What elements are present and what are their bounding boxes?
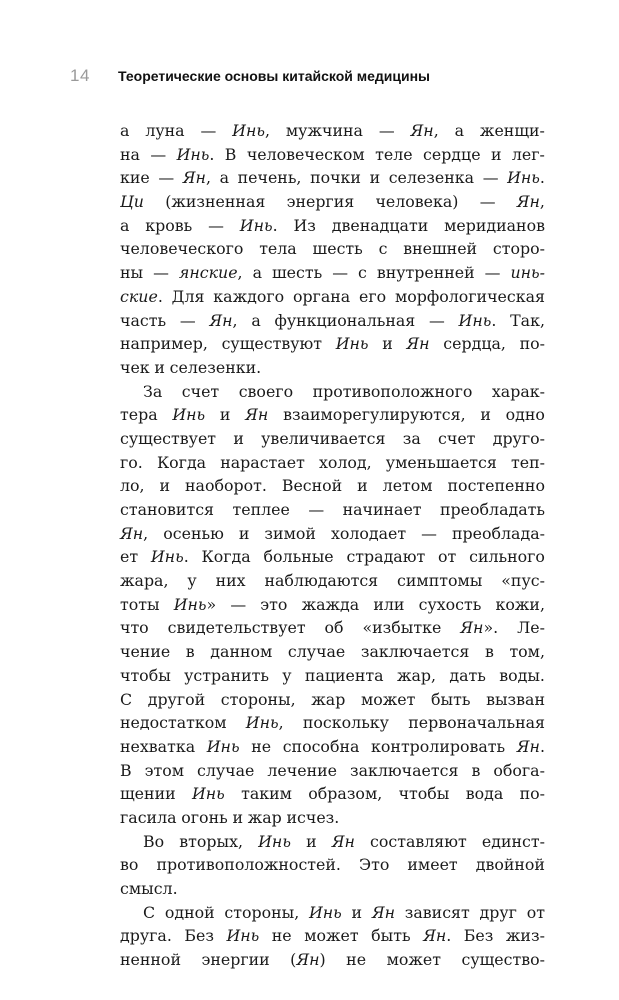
running-title: Теоретические основы китайской медицины	[118, 68, 431, 84]
word: за	[402, 428, 421, 448]
word: преоблада-	[452, 523, 545, 543]
word: первоначальная	[408, 713, 545, 733]
word: у	[187, 571, 197, 591]
word: быть	[371, 926, 411, 946]
word: Так,	[510, 310, 545, 330]
word: и	[306, 831, 317, 851]
word: кие	[120, 168, 150, 188]
word: может	[304, 926, 359, 946]
word: селезенка	[388, 168, 475, 188]
word: меридианов	[444, 215, 545, 235]
word: это	[260, 594, 288, 614]
word: инь-	[510, 263, 545, 283]
text-line	[120, 427, 545, 451]
word: шесть	[271, 263, 323, 283]
word: —	[150, 144, 167, 164]
word: часть	[120, 310, 167, 330]
word: сухость	[418, 594, 482, 614]
text-line	[120, 948, 545, 972]
word: Когда	[156, 452, 207, 472]
word: теплее	[232, 500, 290, 519]
text-line	[120, 830, 545, 854]
text-line	[120, 522, 545, 546]
word: счет	[181, 381, 220, 401]
word: Инь	[172, 405, 206, 425]
word: и	[233, 428, 244, 448]
word: Ян	[371, 902, 395, 922]
word: зимой	[264, 523, 316, 543]
word: человека)	[375, 192, 459, 212]
word: с	[357, 263, 367, 283]
word: своего	[238, 381, 294, 401]
word: недостатком	[120, 713, 227, 733]
text-line	[120, 640, 545, 664]
word: «пус-	[501, 571, 545, 591]
word: теп-	[510, 452, 545, 472]
word: воды.	[499, 665, 545, 685]
word: ненной	[120, 950, 181, 970]
word: обога-	[493, 760, 545, 780]
word: луна	[145, 121, 185, 140]
word: одно	[505, 405, 545, 425]
word: Ян	[406, 334, 430, 354]
word: по-	[519, 334, 545, 354]
word: начинает	[342, 500, 422, 519]
word: Ян	[331, 831, 355, 851]
word: —	[200, 121, 217, 140]
word: не	[346, 950, 367, 970]
word: Инь	[335, 334, 369, 354]
word: Из	[293, 215, 316, 235]
word: Инь	[226, 926, 260, 946]
word: а	[120, 215, 130, 235]
word: жар	[311, 689, 346, 709]
word: и	[490, 144, 502, 164]
word: ны	[120, 263, 144, 283]
word: —	[421, 523, 437, 543]
text-line	[120, 593, 545, 617]
word: Инь	[258, 831, 291, 851]
word: (Ян)	[290, 950, 326, 970]
word: органа	[292, 286, 351, 306]
word: зависят	[404, 902, 470, 922]
text-line	[120, 474, 545, 498]
word: Инь.	[150, 547, 189, 567]
word: пациента	[304, 665, 384, 685]
word: том,	[509, 642, 545, 662]
word: ло,	[120, 476, 145, 496]
word: С	[120, 689, 133, 709]
word: контролировать	[371, 736, 506, 756]
word: Ян,	[182, 168, 211, 188]
text-line	[120, 664, 545, 688]
word: Инь.	[239, 215, 278, 235]
word: —	[153, 263, 169, 283]
word: и	[382, 334, 393, 354]
word: об	[324, 618, 344, 638]
word: увеличивается	[261, 428, 386, 448]
word: другой	[147, 689, 206, 709]
word: каждого	[213, 286, 285, 306]
word: Ян	[245, 405, 269, 425]
word: холод,	[318, 452, 372, 472]
body-text	[120, 119, 545, 972]
word: лег-	[511, 144, 545, 164]
text-line	[120, 285, 545, 309]
word: вода	[465, 784, 504, 804]
word: существо-	[461, 950, 545, 970]
word: Ян,	[516, 192, 545, 212]
word: гасила	[120, 807, 177, 827]
text-line	[120, 924, 545, 948]
text-line	[120, 119, 545, 143]
word: янские,	[178, 263, 243, 283]
page-number: 14	[70, 66, 90, 85]
word: противоположностей.	[156, 855, 341, 875]
word: наоборот.	[185, 476, 267, 496]
word: тела	[259, 239, 297, 259]
word: В	[120, 760, 132, 780]
word: Инь»	[173, 594, 217, 614]
word: —	[208, 215, 224, 235]
word: нехватка	[120, 736, 196, 756]
word: а	[219, 168, 230, 188]
word: друга.	[120, 926, 172, 946]
word: становится	[120, 500, 215, 519]
word: в	[484, 642, 494, 662]
word: Это	[359, 855, 390, 875]
word: чтобы	[398, 784, 450, 804]
word: и	[219, 405, 231, 425]
word: морфологическая	[394, 286, 545, 306]
text-line	[120, 403, 545, 427]
text-line	[120, 569, 545, 593]
word: таким	[241, 784, 292, 804]
word: Для	[171, 286, 205, 306]
word: а	[454, 121, 465, 140]
word: шесть	[312, 239, 363, 259]
word: этом	[144, 760, 184, 780]
word: —	[308, 500, 325, 519]
word: Во	[143, 831, 165, 851]
word: заключается	[360, 642, 470, 662]
word: Ян,	[120, 523, 149, 543]
word: —	[179, 310, 196, 330]
text-line	[120, 237, 545, 261]
word: сторо-	[492, 239, 545, 259]
word: и	[357, 476, 368, 496]
word: дать	[449, 665, 486, 685]
text-line	[120, 498, 545, 522]
word: холодает	[330, 523, 407, 543]
word: и	[154, 357, 165, 377]
word: —	[158, 168, 175, 188]
word: и	[369, 168, 381, 188]
word: одной	[164, 902, 215, 922]
word: стороны,	[224, 902, 300, 922]
text-line	[120, 190, 545, 214]
word: а	[252, 263, 262, 283]
word: Весной	[281, 476, 343, 496]
text-line	[120, 735, 545, 759]
word: имеет	[407, 855, 458, 875]
word: жар,	[396, 665, 437, 685]
word: данном	[210, 642, 273, 662]
word: на	[120, 144, 140, 164]
word: человеческом	[246, 144, 365, 164]
word: может	[386, 950, 441, 970]
text-line	[120, 356, 545, 380]
word: —	[429, 310, 445, 330]
word: его	[359, 286, 387, 306]
word: жиз-	[505, 926, 545, 946]
word: Ян,	[410, 121, 439, 140]
word: противоположного	[312, 381, 473, 401]
word: уменьшается	[385, 452, 497, 472]
word: —	[332, 263, 348, 283]
word: может	[360, 689, 416, 709]
word: поскольку	[302, 713, 389, 733]
word: заключается	[349, 760, 459, 780]
word: чтобы	[120, 665, 171, 685]
word: Инь	[309, 902, 342, 922]
word: жара,	[120, 571, 169, 591]
word: и	[159, 476, 171, 496]
word: ет	[120, 547, 139, 567]
word: сердца,	[443, 334, 506, 354]
word: чение	[120, 642, 171, 662]
word: нарастает	[220, 452, 305, 472]
word: Ле-	[517, 618, 545, 638]
word: единст-	[481, 831, 545, 851]
word: постепенно	[447, 476, 545, 496]
word: и	[232, 807, 243, 827]
word: почки	[310, 168, 361, 188]
word: кровь	[145, 215, 193, 235]
word: Ян».	[460, 618, 499, 638]
word: от	[438, 547, 457, 567]
word: жажда	[301, 594, 360, 614]
word: в	[185, 642, 195, 662]
word: —	[230, 594, 247, 614]
word: ские.	[120, 286, 163, 306]
word: За	[143, 381, 163, 401]
word: селезенки.	[169, 357, 262, 377]
word: устранить	[184, 665, 269, 685]
word: вызван	[486, 689, 545, 709]
word: исчез.	[286, 807, 340, 827]
paragraph	[120, 830, 545, 901]
word: Инь,	[232, 121, 270, 140]
running-header	[70, 63, 550, 89]
word: —	[482, 168, 499, 188]
word: Ян,	[209, 310, 238, 330]
word: взаиморегулируются,	[283, 405, 466, 425]
word: преобладать	[440, 500, 545, 519]
word: Инь.	[458, 310, 497, 330]
word: го.	[120, 452, 143, 472]
text-line	[120, 309, 545, 333]
word: что	[120, 618, 149, 638]
word: не	[251, 736, 272, 756]
paragraph	[120, 119, 545, 380]
word: жар	[247, 807, 282, 827]
word: —	[378, 121, 395, 140]
word: В	[224, 144, 237, 164]
word: существует	[120, 428, 217, 448]
word: способна	[282, 736, 360, 756]
text-line	[120, 782, 545, 806]
word: внутренней	[376, 263, 475, 283]
paragraph	[120, 380, 545, 830]
paragraph	[120, 901, 545, 972]
word: друго-	[492, 428, 545, 448]
text-line	[120, 853, 545, 877]
word: Инь.	[507, 168, 545, 188]
word: внешней	[403, 239, 478, 259]
text-line	[120, 688, 545, 712]
text-line	[120, 806, 545, 830]
word: симптомы	[397, 571, 483, 591]
word: женщи-	[479, 121, 545, 140]
word: щении	[120, 784, 176, 804]
word: или	[373, 594, 405, 614]
word: тоты	[120, 594, 160, 614]
word: Ян.	[516, 736, 545, 756]
word: Когда	[201, 547, 251, 567]
word: существуют	[221, 334, 323, 354]
word: счет	[438, 428, 476, 448]
word: наблюдаются	[264, 571, 379, 591]
word: в	[471, 760, 481, 780]
word: Без	[463, 926, 494, 946]
word: по-	[519, 784, 545, 804]
text-line	[120, 143, 545, 167]
word: Ци	[120, 192, 144, 212]
word: —	[479, 192, 496, 212]
text-line	[120, 261, 545, 285]
word: вторых,	[179, 831, 244, 851]
word: Ян.	[423, 926, 452, 946]
word: во	[120, 855, 139, 875]
word: сильного	[469, 547, 545, 567]
word: энергия	[286, 192, 355, 212]
word: страдают	[346, 547, 426, 567]
text-line	[120, 166, 545, 190]
word: кожи,	[495, 594, 545, 614]
text-line	[120, 332, 545, 356]
word: образом,	[308, 784, 383, 804]
word: составляют	[370, 831, 467, 851]
word: харак-	[491, 381, 545, 401]
word: тера	[120, 405, 158, 425]
word: двенадцати	[331, 215, 429, 235]
word: с	[378, 239, 388, 259]
word: случае	[287, 642, 346, 662]
text-line	[120, 616, 545, 640]
word: сердце	[423, 144, 481, 164]
word: Инь.	[176, 144, 215, 164]
word: у	[282, 665, 292, 685]
word: лечение	[267, 760, 337, 780]
word: Инь	[206, 736, 240, 756]
word: Без	[184, 926, 214, 946]
word: человеческого	[120, 239, 244, 259]
word: а	[251, 310, 261, 330]
word: осенью	[163, 523, 224, 543]
word: печень,	[237, 168, 302, 188]
word: огонь	[181, 807, 228, 827]
word: быть	[431, 689, 471, 709]
word: не	[271, 926, 292, 946]
word: летом	[382, 476, 433, 496]
word: двойной	[475, 855, 545, 875]
word: функциональная	[274, 310, 416, 330]
word: свидетельствует	[167, 618, 306, 638]
text-line	[120, 214, 545, 238]
word: случае	[197, 760, 255, 780]
word: «избытке	[362, 618, 442, 638]
word: С	[143, 902, 156, 922]
word: и	[351, 902, 363, 922]
word: и	[480, 405, 491, 425]
word: (жизненная	[165, 192, 266, 212]
text-line	[120, 877, 545, 901]
text-line	[120, 451, 545, 475]
word: Инь	[191, 784, 225, 804]
text-line	[120, 545, 545, 569]
word: смысл.	[120, 879, 178, 898]
word: от	[526, 902, 545, 922]
word: Инь,	[245, 713, 284, 733]
word: мужчина	[285, 121, 363, 140]
text-line	[120, 759, 545, 783]
word: больные	[263, 547, 334, 567]
text-line	[120, 901, 545, 925]
word: и	[238, 523, 250, 543]
word: а	[120, 121, 130, 140]
word: чек	[120, 357, 150, 377]
word: энергии	[201, 950, 270, 970]
word: —	[484, 263, 501, 283]
word: теле	[375, 144, 413, 164]
word: них	[215, 571, 246, 591]
text-line	[120, 711, 545, 735]
word: стороны,	[220, 689, 296, 709]
text-line	[120, 380, 545, 404]
word: друг	[479, 902, 517, 922]
word: например,	[120, 334, 208, 354]
